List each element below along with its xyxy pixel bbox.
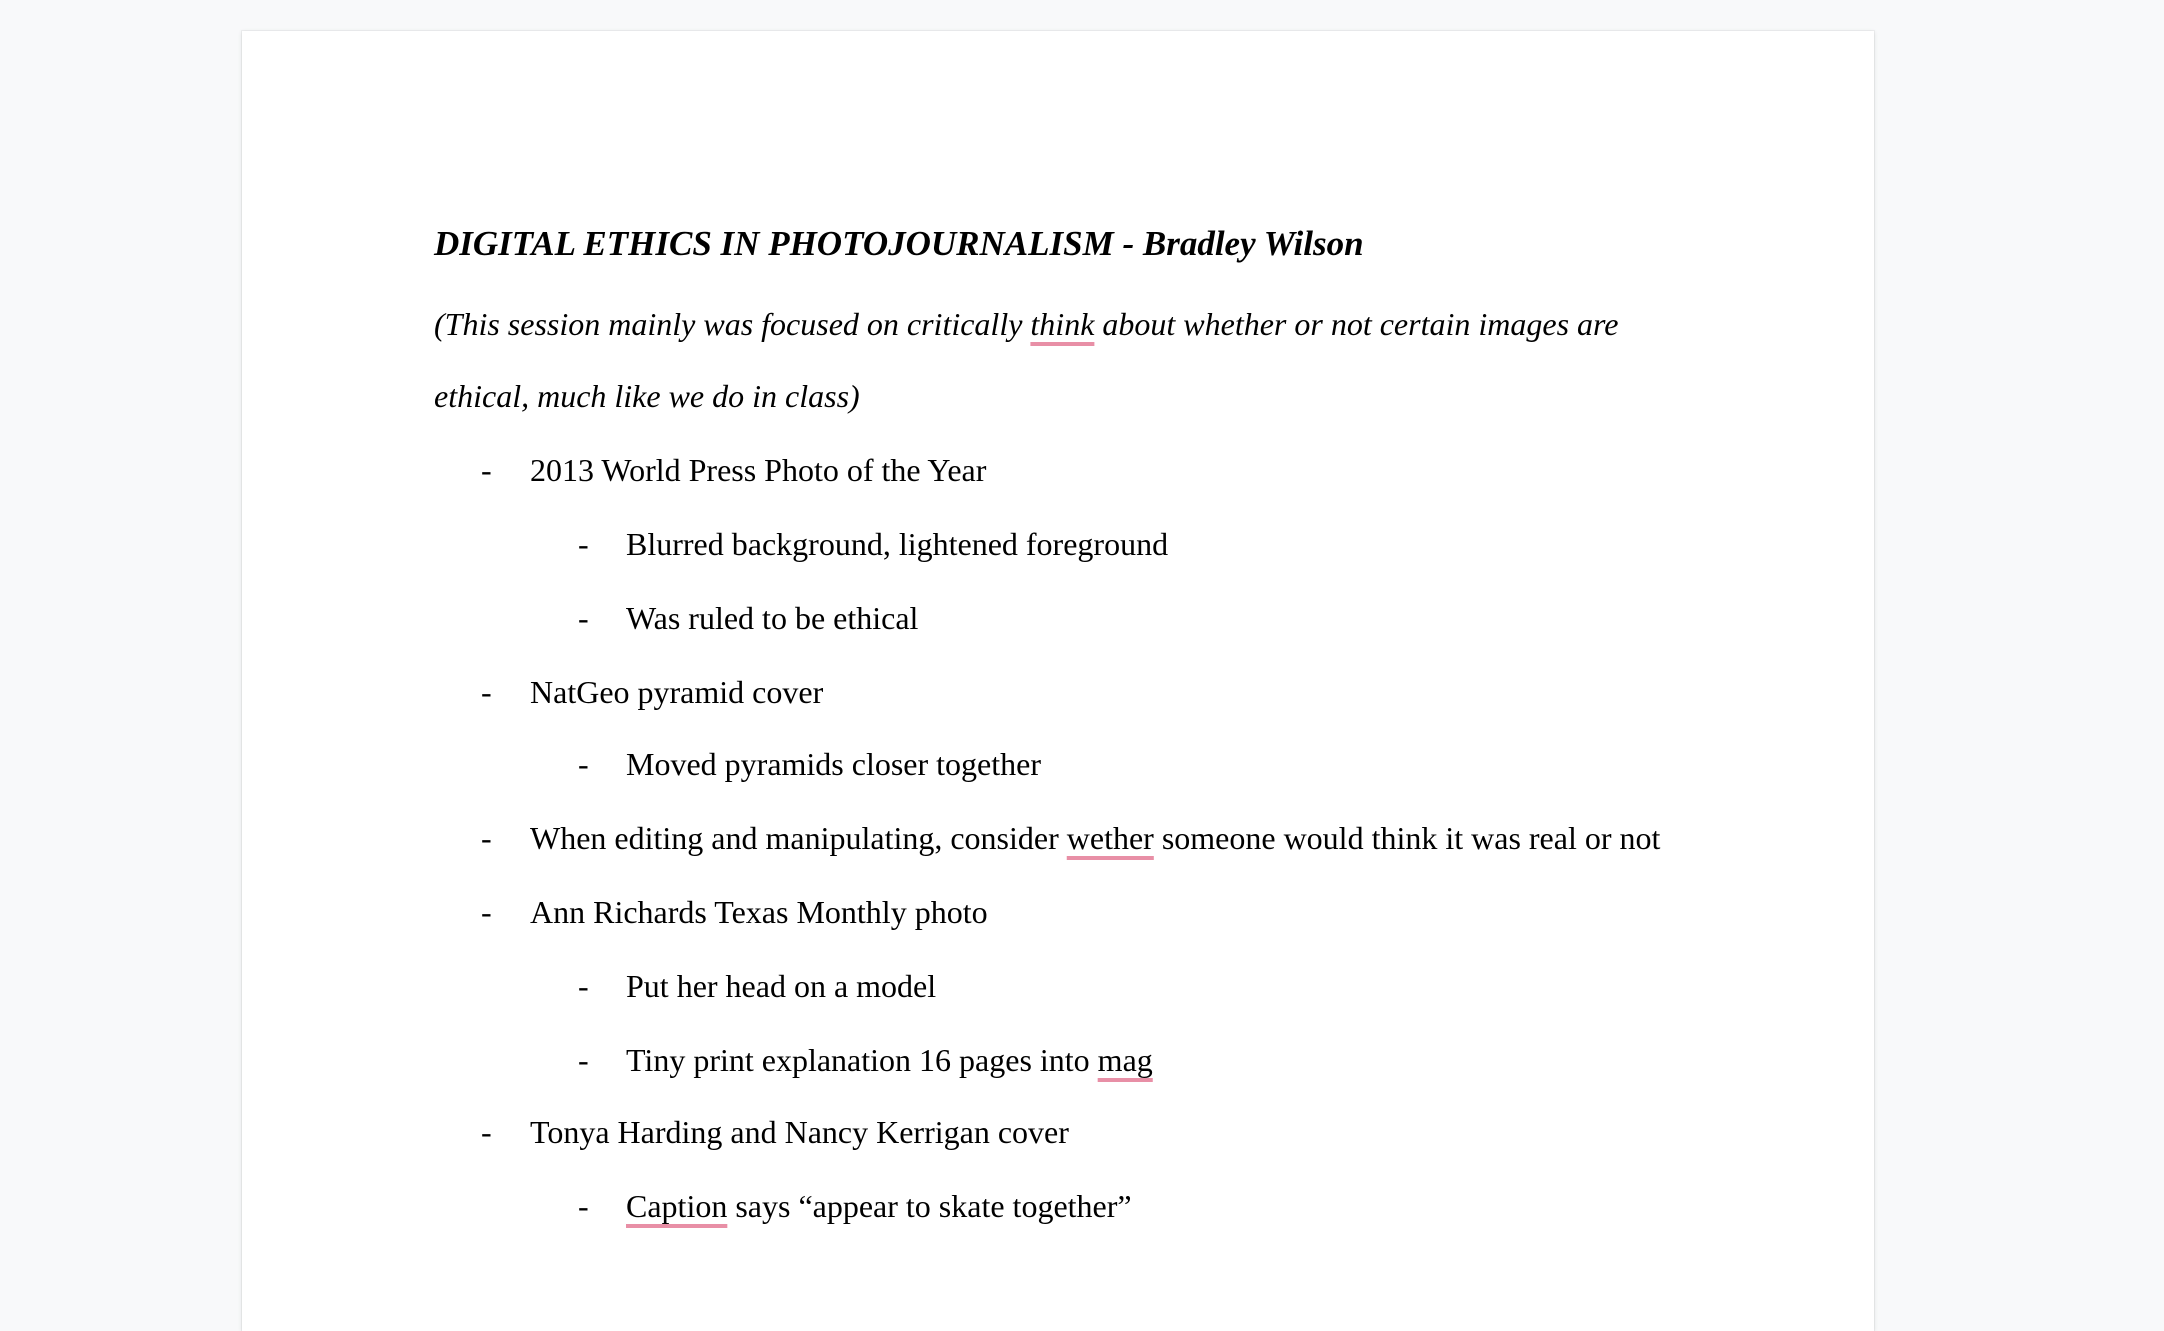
text-segment: says “appear to skate together”	[727, 1188, 1132, 1224]
list-item-text: Tonya Harding and Nancy Kerrigan cover	[530, 1114, 1069, 1150]
misspelled-word[interactable]: mag	[1097, 1042, 1153, 1078]
list-item-text: Blurred background, lightened foreground	[626, 526, 1169, 562]
bullet-dash: -	[481, 894, 492, 930]
bullet-dash: -	[578, 1188, 589, 1224]
bullet-dash: -	[481, 820, 492, 856]
list-item-text: 2013 World Press Photo of the Year	[530, 452, 987, 488]
document-title: DIGITAL ETHICS IN PHOTOJOURNALISM - Bradley Wilson	[434, 224, 1364, 263]
bullet-dash: -	[578, 1042, 589, 1078]
bullet-dash: -	[481, 452, 492, 488]
bullet-dash: -	[481, 674, 492, 710]
intro-text-start: (This session mainly was focused on critically	[434, 306, 1031, 342]
list-item-text: NatGeo pyramid cover	[530, 674, 824, 710]
bullet-dash: -	[481, 1114, 492, 1150]
list-item-text: Moved pyramids closer together	[626, 746, 1041, 782]
misspelled-word[interactable]: Caption	[626, 1188, 728, 1224]
bullet-dash: -	[578, 600, 589, 636]
text-segment: When editing and manipulating, consider	[530, 820, 1067, 856]
list-item-text: Ann Richards Texas Monthly photo	[530, 894, 988, 930]
list-item-text	[626, 1038, 1153, 1082]
bullet-dash: -	[578, 526, 589, 562]
misspelled-word[interactable]: think	[1030, 306, 1095, 342]
list-item-text	[530, 816, 1660, 860]
text-segment: someone would think it was real or not	[1153, 820, 1661, 856]
bullet-dash: -	[578, 746, 589, 782]
intro-line-1	[434, 302, 1618, 346]
intro-text-end: about whether or not certain images are	[1094, 306, 1619, 342]
list-item-text: Was ruled to be ethical	[626, 600, 919, 636]
bullet-dash: -	[578, 968, 589, 1004]
text-segment: Tiny print explanation 16 pages into	[626, 1042, 1098, 1078]
intro-line-2: ethical, much like we do in class)	[434, 378, 860, 414]
list-item-text: Put her head on a model	[626, 968, 937, 1004]
misspelled-word[interactable]: wether	[1066, 820, 1154, 856]
list-item-text	[626, 1184, 1132, 1228]
